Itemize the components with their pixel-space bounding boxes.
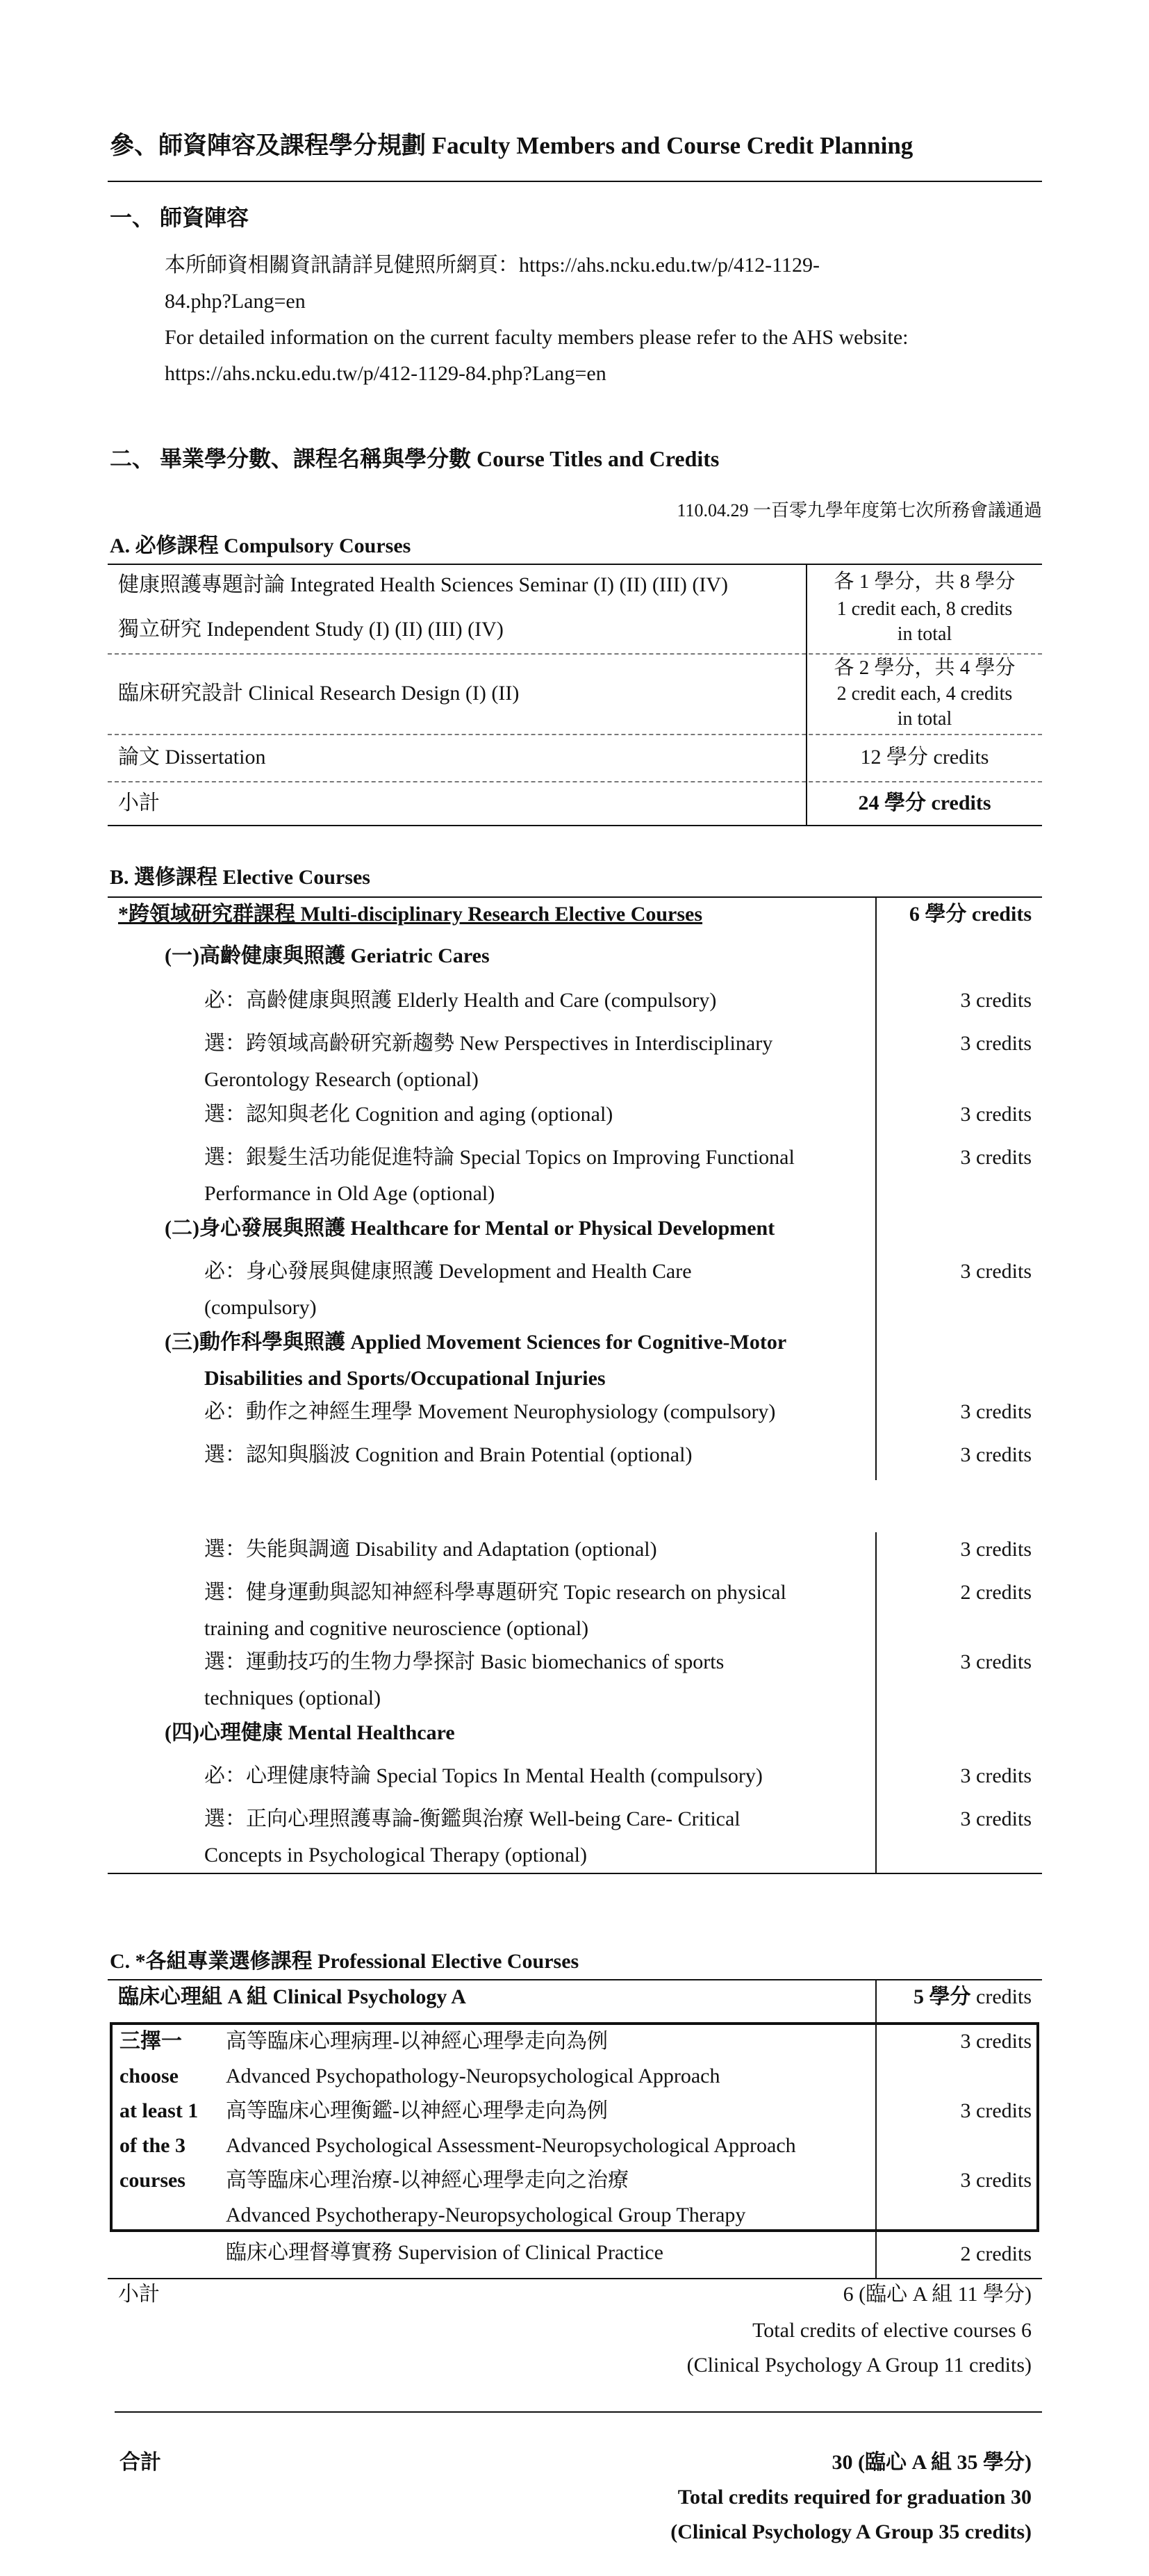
credit-cell: 3 credits xyxy=(960,989,1032,1012)
credit-cell: 2 credits xyxy=(960,2242,1032,2265)
group-credits: 5 學分 credits xyxy=(914,1985,1032,2008)
multidisciplinary-credits: 6 學分 credits xyxy=(909,903,1032,926)
group-heading: 臨床心理組 A 組 Clinical Psychology A xyxy=(118,1985,466,2008)
list-item: Performance in Old Age (optional) xyxy=(204,1182,495,1205)
list-item: 高等臨床心理病理-以神經心理學走向為例 xyxy=(226,2030,608,2053)
choose-rule-label: at least 1 xyxy=(119,2099,199,2122)
list-item: Gerontology Research (optional) xyxy=(204,1068,479,1091)
credit-cell: 3 credits xyxy=(960,2169,1032,2192)
list-item: 必：身心發展與健康照護 Development and Health Care xyxy=(204,1260,692,1283)
list-item: 必：動作之神經生理學 Movement Neurophysiology (compulsory) xyxy=(204,1400,776,1423)
credit-cell: in total xyxy=(897,623,952,645)
list-item: (compulsory) xyxy=(204,1296,317,1319)
multidisciplinary-heading: *跨領域研究群課程 Multi-disciplinary Research Elective Courses xyxy=(118,903,703,926)
table-row: 臨床研究設計 Clinical Research Design (I) (II) xyxy=(118,682,520,705)
approval-note: 110.04.29 一百零九學年度第七次所務會議通過 xyxy=(677,500,1042,520)
total-value: Total credits required for graduation 30 xyxy=(677,2486,1032,2509)
list-item: training and cognitive neuroscience (optional) xyxy=(204,1617,589,1640)
list-item: 選：運動技巧的生物力學探討 Basic biomechanics of sports xyxy=(204,1650,725,1673)
list-item: 選：認知與腦波 Cognition and Brain Potential (optional) xyxy=(204,1443,693,1466)
credit-cell: 3 credits xyxy=(960,1103,1032,1126)
professional-heading: C. *各組專業選修課程 Professional Elective Courses xyxy=(110,1950,579,1973)
section-faculty-heading: 一、 師資陣容 xyxy=(110,205,249,230)
list-item: 高等臨床心理治療-以神經心理學走向之治療 xyxy=(226,2169,629,2192)
table-row: 健康照護專題討論 Integrated Health Sciences Seminar (I) (II) (III) (IV) xyxy=(118,573,729,596)
list-item: Concepts in Psychological Therapy (optional) xyxy=(204,1844,588,1867)
choose-rule-label: of the 3 xyxy=(119,2134,185,2157)
credit-cell: 3 credits xyxy=(960,1146,1032,1169)
section-credits-heading: 二、 畢業學分數、課程名稱與學分數 Course Titles and Credits xyxy=(110,446,720,471)
list-item: 選：正向心理照護專論-衡鑑與治療 Well-being Care- Critical xyxy=(204,1807,741,1830)
table-row: 論文 Dissertation xyxy=(118,746,266,769)
faculty-website-link[interactable]: https://ahs.ncku.edu.tw/p/412-1129-84.php?Lang=en xyxy=(165,362,606,385)
credit-cell: 3 credits xyxy=(960,1260,1032,1283)
credit-cell: 3 credits xyxy=(960,1443,1032,1466)
list-item: Advanced Psychotherapy-Neuropsychological Group Therapy xyxy=(226,2204,746,2226)
group-heading: (二)身心發展與照護 Healthcare for Mental or Physical Development xyxy=(165,1217,775,1240)
subtotal-label: 小計 xyxy=(118,2283,160,2306)
list-item: Advanced Psychopathology-Neuropsychological Approach xyxy=(226,2065,720,2087)
title-rule xyxy=(108,181,1042,182)
credit-cell: 12 學分 credits xyxy=(860,746,989,769)
list-item: 選：健身運動與認知神經科學專題研究 Topic research on physical xyxy=(204,1581,786,1604)
faculty-info-text: 84.php?Lang=en xyxy=(165,290,306,313)
choose-rule-label: 三擇一 xyxy=(119,2030,182,2053)
choose-rule-label: courses xyxy=(119,2169,185,2192)
list-item: 選：失能與調適 Disability and Adaptation (optional) xyxy=(204,1538,657,1561)
credit-cell: 3 credits xyxy=(960,1538,1032,1561)
credit-cell: 3 credits xyxy=(960,1032,1032,1055)
subtotal-label: 小計 xyxy=(118,791,160,814)
subtotal-value: 6 (臨心 A 組 11 學分) xyxy=(843,2283,1032,2306)
credit-cell: 3 credits xyxy=(960,1807,1032,1830)
subtotal-value: (Clinical Psychology A Group 11 credits) xyxy=(686,2354,1032,2377)
credit-cell: in total xyxy=(897,708,952,730)
group-heading: (一)高齡健康與照護 Geriatric Cares xyxy=(165,944,490,967)
list-item: 必：高齡健康與照護 Elderly Health and Care (compulsory) xyxy=(204,989,717,1012)
total-value: 30 (臨心 A 組 35 學分) xyxy=(832,2451,1032,2474)
credit-cell: 3 credits xyxy=(960,2030,1032,2053)
credit-cell: 3 credits xyxy=(960,1764,1032,1787)
list-item: 選：銀髮生活功能促進特論 Special Topics on Improving Functional xyxy=(204,1146,795,1169)
list-item: 高等臨床心理衡鑑-以神經心理學走向為例 xyxy=(226,2099,608,2122)
credit-cell: 3 credits xyxy=(960,2099,1032,2122)
list-item: 臨床心理督導實務 Supervision of Clinical Practice xyxy=(226,2241,663,2264)
list-item: 選：跨領域高齡研究新趨勢 New Perspectives in Interdisciplinary xyxy=(204,1032,773,1055)
choose-rule-label: choose xyxy=(119,2065,179,2087)
list-item: 選：認知與老化 Cognition and aging (optional) xyxy=(204,1103,613,1126)
total-rule xyxy=(115,2411,1042,2413)
credit-cell: 各 1 學分，共 8 學分 xyxy=(834,571,1016,593)
credit-cell: 2 credits xyxy=(960,1581,1032,1604)
total-label: 合計 xyxy=(119,2451,161,2474)
subtotal-value: Total credits of elective courses 6 xyxy=(752,2319,1032,2342)
group-heading: (三)動作科學與照護 Applied Movement Sciences for Cognitive-Motor xyxy=(165,1331,787,1354)
faculty-info-text: 本所師資相關資訊請詳見健照所網頁：https://ahs.ncku.edu.tw/p/412-1129- xyxy=(165,254,820,277)
list-item: techniques (optional) xyxy=(204,1687,381,1709)
total-value: (Clinical Psychology A Group 35 credits) xyxy=(670,2520,1032,2543)
subtotal-value: 24 學分 credits xyxy=(858,791,991,814)
credit-cell: 3 credits xyxy=(960,1650,1032,1673)
list-item: Advanced Psychological Assessment-Neuropsychological Approach xyxy=(226,2134,796,2157)
elective-heading: B. 選修課程 Elective Courses xyxy=(110,866,370,889)
list-item: 必：心理健康特論 Special Topics In Mental Health (compulsory) xyxy=(204,1764,763,1787)
compulsory-heading: A. 必修課程 Compulsory Courses xyxy=(110,534,411,557)
group-heading: Disabilities and Sports/Occupational Injuries xyxy=(204,1367,606,1390)
faculty-info-text: For detailed information on the current faculty members please refer to the AHS website: xyxy=(165,326,909,349)
credit-cell: 1 credit each, 8 credits xyxy=(836,598,1013,620)
page-title: 參、師資陣容及課程學分規劃 Faculty Members and Course Credit Planning xyxy=(110,132,914,159)
credit-cell: 3 credits xyxy=(960,1400,1032,1423)
credit-cell: 各 2 學分，共 4 學分 xyxy=(834,657,1016,679)
table-row: 獨立研究 Independent Study (I) (II) (III) (IV) xyxy=(118,618,504,641)
group-heading: (四)心理健康 Mental Healthcare xyxy=(165,1721,455,1744)
credit-cell: 2 credit each, 4 credits xyxy=(836,683,1013,705)
